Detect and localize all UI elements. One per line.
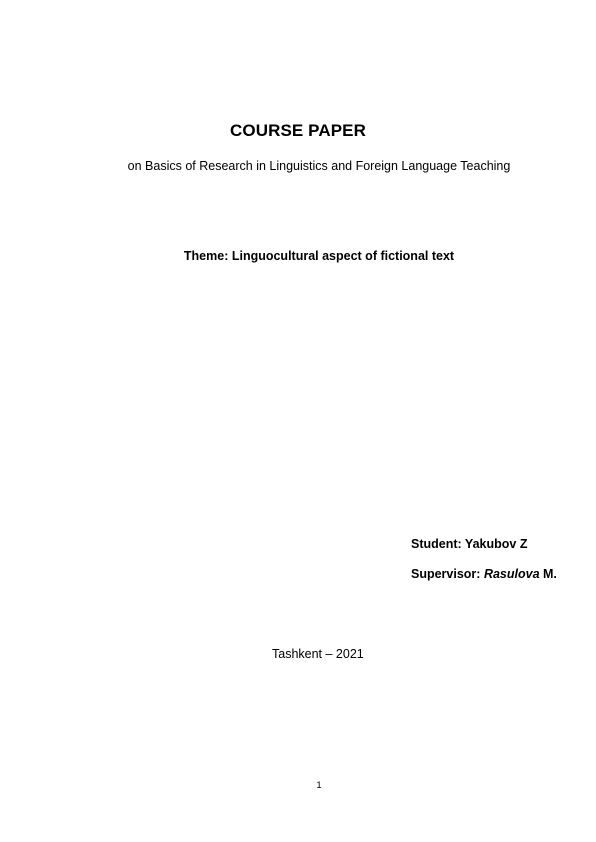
paper-theme: Theme: Linguocultural aspect of fictional text — [183, 249, 455, 263]
supervisor-surname: Rasulova — [483, 567, 540, 581]
page-number: 1 — [316, 780, 322, 791]
supervisor-initial: M. — [539, 567, 557, 581]
supervisor-line — [411, 567, 557, 581]
place-and-year: Tashkent – 2021 — [272, 647, 364, 661]
supervisor-label: Supervisor: — [411, 567, 484, 581]
student-line: Student: Yakubov Z — [411, 537, 528, 551]
course-subtitle: on Basics of Research in Linguistics and Foreign Language Teaching — [127, 159, 511, 173]
page-title: COURSE PAPER — [230, 121, 366, 140]
